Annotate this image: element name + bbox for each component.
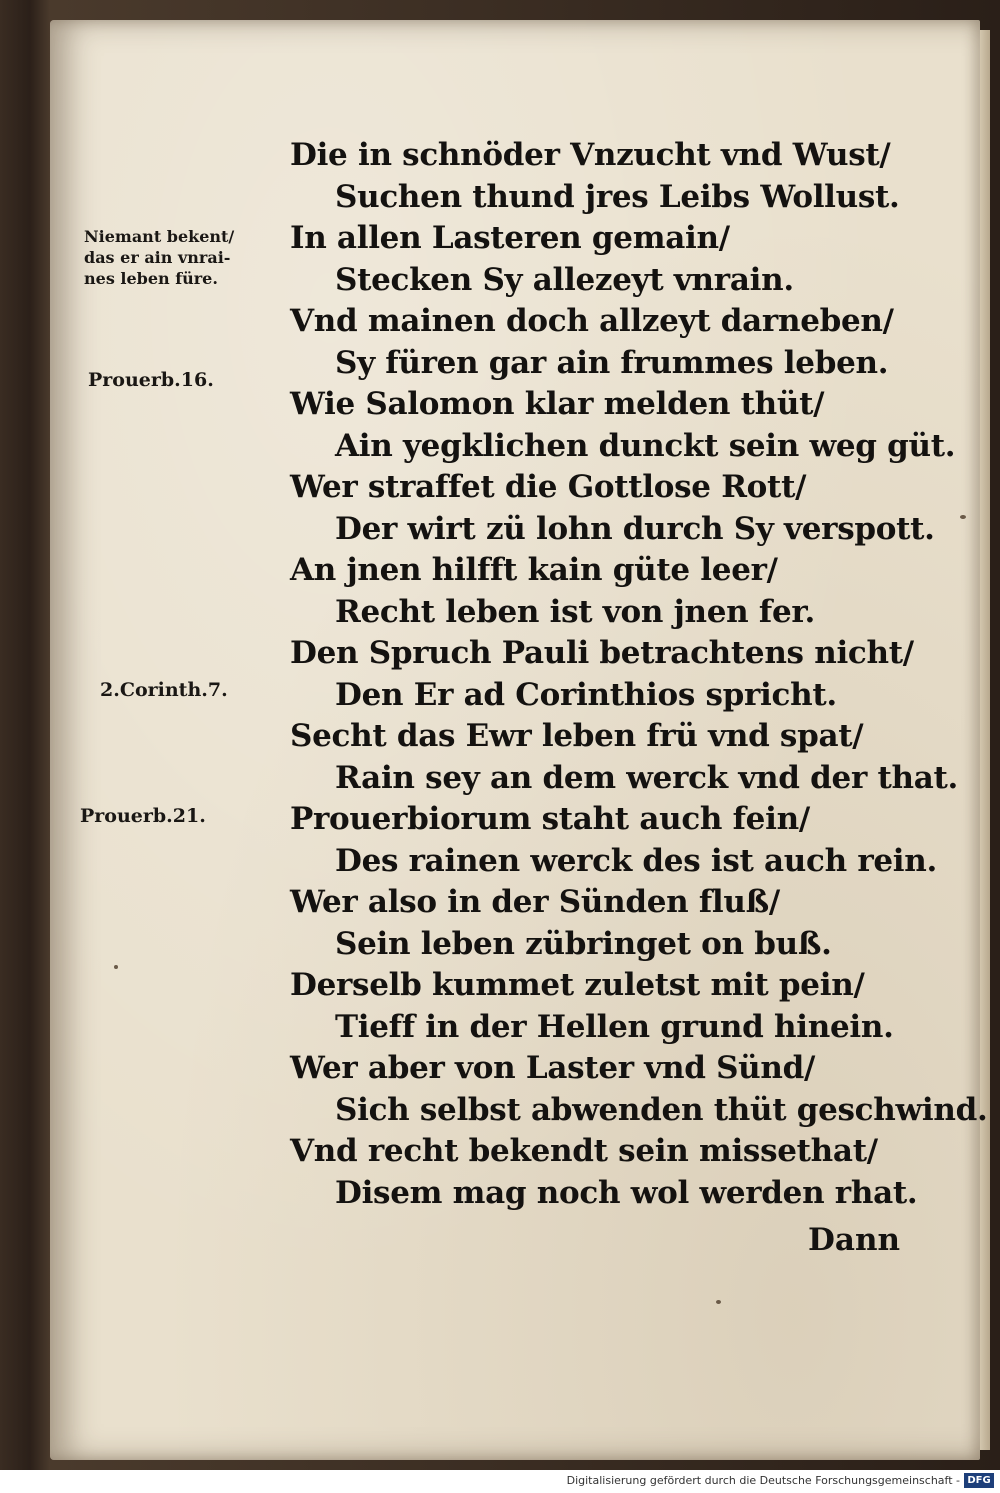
margin-note-line: nes leben füre. [84,269,218,288]
margin-note-line: Niemant bekent/ [84,227,235,246]
margin-note-niemant [84,226,234,289]
verse-line-17: Prouerbiorum staht auch fein/ [290,801,810,837]
verse-line-14: Den Er ad Corinthios spricht. [335,676,837,713]
catchword: Dann [808,1222,901,1258]
verse-line-2: Suchen thund jres Leibs Wollust. [335,178,900,215]
verse-line-1: Die in schnöder Vnzucht vnd Wust/ [290,137,891,173]
ink-speck [114,965,118,969]
verse-line-4: Stecken Sy allezeyt vnrain. [335,261,794,298]
margin-note-proverb-16: Prouerb.16. [88,369,214,391]
margin-note-corinth-7: 2.Corinth.7. [100,679,228,701]
footer-credit: Digitalisierung gefördert durch die Deutsche Forschungsgemeinschaft - [566,1474,960,1487]
footer-bar [0,1470,1000,1493]
verse-line-23: Wer aber von Laster vnd Sünd/ [290,1050,816,1086]
verse-line-8: Ain yegklichen dunckt sein weg güt. [335,427,956,464]
verse-line-25: Vnd recht bekendt sein missethat/ [290,1133,878,1169]
verse-line-18: Des rainen werck des ist auch rein. [335,842,938,879]
dfg-logo: DFG [964,1473,994,1488]
verse-line-21: Derselb kummet zuletst mit pein/ [290,967,865,1003]
verse-line-12: Recht leben ist von jnen fer. [335,593,816,630]
verse-line-24: Sich selbst abwenden thüt geschwind. [335,1091,988,1128]
verse-line-19: Wer also in der Sünden fluß/ [290,884,780,920]
verse-line-20: Sein leben zübringet on buß. [335,925,832,962]
verse-line-3: In allen Lasteren gemain/ [290,220,730,256]
verse-line-11: An jnen hilfft kain güte leer/ [290,552,778,588]
verse-line-5: Vnd mainen doch allzeyt darneben/ [290,303,894,339]
margin-note-line: das er ain vnrai- [84,248,231,267]
verse-line-6: Sy füren gar ain frummes leben. [335,344,889,381]
margin-note-proverb-21: Prouerb.21. [80,805,206,827]
verse-line-10: Der wirt zü lohn durch Sy verspott. [335,510,935,547]
verse-line-15: Secht das Ewr leben frü vnd spat/ [290,718,864,754]
ink-speck [716,1300,721,1304]
verse-line-13: Den Spruch Pauli betrachtens nicht/ [290,635,914,671]
verse-line-7: Wie Salomon klar melden thüt/ [290,386,825,422]
verse-line-9: Wer straffet die Gottlose Rott/ [290,469,807,505]
verse-line-16: Rain sey an dem werck vnd der that. [335,759,959,796]
ink-speck [960,515,966,519]
verse-line-26: Disem mag noch wol werden rhat. [335,1174,918,1211]
verse-line-22: Tieff in der Hellen grund hinein. [335,1008,894,1045]
